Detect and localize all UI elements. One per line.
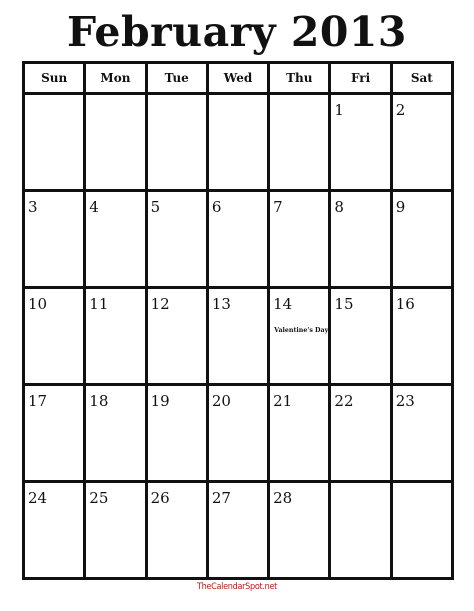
day-number: 19 — [150, 392, 170, 410]
day-cell — [209, 386, 267, 480]
day-cell — [86, 289, 144, 383]
day-cell — [270, 386, 328, 480]
day-cell — [209, 192, 267, 286]
calendar-title: February 2013 — [67, 8, 407, 56]
day-number: 18 — [89, 392, 109, 410]
day-cell — [270, 483, 328, 577]
calendar-grid — [22, 61, 454, 580]
weekday-header-wed: Wed — [209, 64, 267, 92]
day-number: 23 — [395, 392, 415, 410]
day-number: 15 — [334, 295, 354, 313]
day-number: 5 — [150, 198, 161, 216]
footer-credit: TheCalendarSpot.net — [196, 582, 278, 592]
day-cell — [25, 289, 83, 383]
day-cell — [393, 386, 451, 480]
day-number: 13 — [211, 295, 231, 313]
day-number: 7 — [273, 198, 283, 216]
weekday-header-mon: Mon — [86, 64, 144, 92]
day-number: 6 — [211, 198, 222, 216]
day-number: 14 — [273, 295, 293, 313]
day-cell — [209, 289, 267, 383]
weekday-header-sun: Sun — [25, 64, 83, 92]
day-number: 20 — [211, 392, 231, 410]
day-number: 28 — [273, 489, 293, 507]
empty-day-cell — [86, 95, 144, 189]
day-number: 2 — [395, 101, 406, 119]
empty-day-cell — [393, 483, 451, 577]
day-number: 22 — [334, 392, 354, 410]
day-cell — [393, 289, 451, 383]
weekday-header-sat: Sat — [393, 64, 451, 92]
day-cell — [25, 192, 83, 286]
empty-day-cell — [148, 95, 206, 189]
day-cell — [331, 386, 389, 480]
day-number: 1 — [334, 101, 344, 119]
day-cell — [209, 483, 267, 577]
day-number: 8 — [334, 198, 344, 216]
day-number: 11 — [89, 295, 109, 313]
day-number: 10 — [28, 295, 48, 313]
day-number: 16 — [395, 295, 415, 313]
day-number: 21 — [273, 392, 293, 410]
day-number: 3 — [28, 198, 38, 216]
day-cell — [331, 95, 389, 189]
day-cell — [148, 483, 206, 577]
day-cell — [86, 192, 144, 286]
day-cell — [270, 192, 328, 286]
day-cell — [25, 483, 83, 577]
day-number: 9 — [395, 198, 406, 216]
day-number: 24 — [28, 489, 48, 507]
weekday-header-tue: Tue — [148, 64, 206, 92]
day-cell — [270, 289, 328, 383]
day-cell — [86, 386, 144, 480]
weekday-header-thu: Thu — [270, 64, 328, 92]
day-number: 17 — [28, 392, 48, 410]
day-number: 4 — [89, 198, 99, 216]
empty-day-cell — [331, 483, 389, 577]
day-cell — [393, 192, 451, 286]
empty-day-cell — [25, 95, 83, 189]
day-number: 12 — [150, 295, 170, 313]
day-cell — [331, 289, 389, 383]
day-number: 27 — [211, 489, 231, 507]
day-cell — [148, 289, 206, 383]
day-cell — [331, 192, 389, 286]
day-cell — [25, 386, 83, 480]
day-cell — [393, 95, 451, 189]
day-cell — [148, 192, 206, 286]
day-cell — [148, 386, 206, 480]
empty-day-cell — [209, 95, 267, 189]
day-cell — [86, 483, 144, 577]
empty-day-cell — [270, 95, 328, 189]
day-number: 26 — [150, 489, 170, 507]
weekday-header-fri: Fri — [331, 64, 389, 92]
holiday-label: Valentine's Day — [274, 327, 329, 334]
day-number: 25 — [89, 489, 109, 507]
